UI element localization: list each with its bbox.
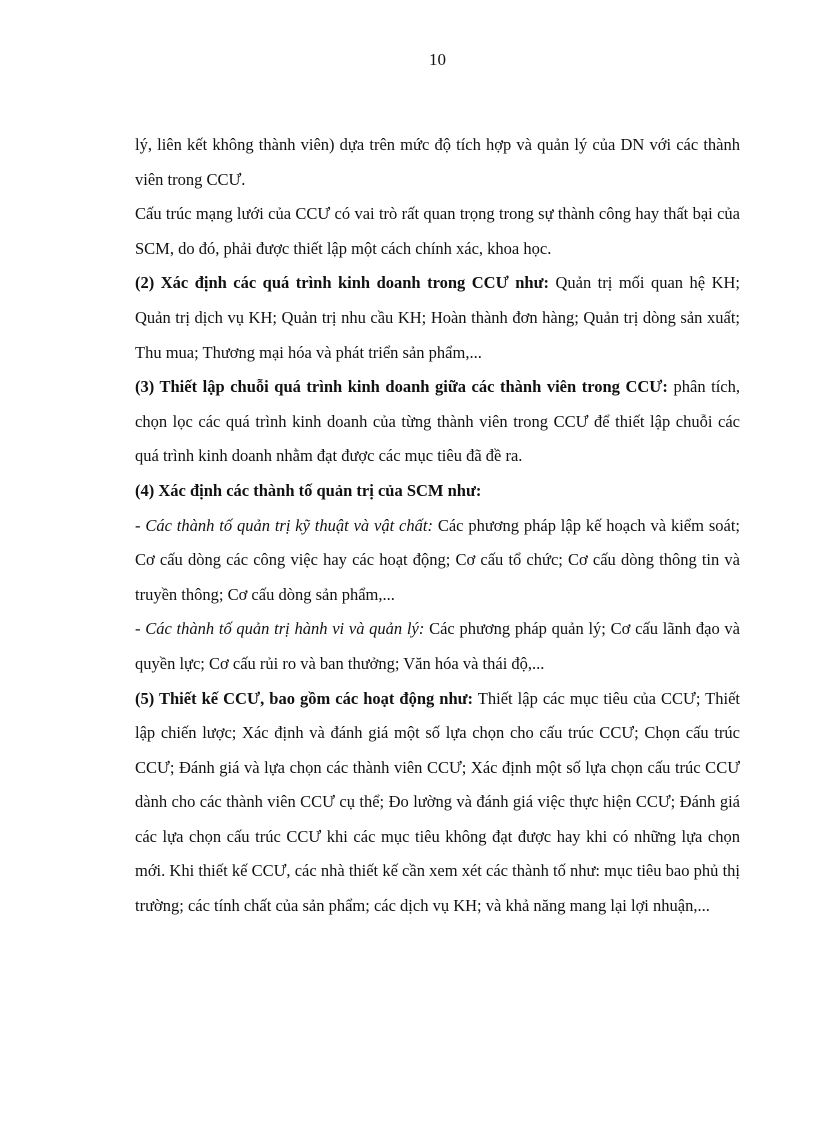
paragraph-5 [135,474,740,509]
paragraph-6 [135,509,740,613]
paragraph-text: Các phương pháp quản lý; Cơ cấu lãnh đạo và quyền lực; Cơ cấu rủi ro và ban thưởng; Văn hóa và thái độ,... [135,619,740,673]
paragraph-text: phân tích, chọn lọc các quá trình kinh doanh của từng thành viên trong CCƯ để thiết lập chuỗi các quá trình kinh doanh nhằm đạt được các mục tiêu đã đề ra. [135,377,740,466]
paragraph-text: lý, liên kết không thành viên) dựa trên mức độ tích hợp và quản lý của DN với các thành viên trong CCƯ. [135,135,740,189]
subsection-label-behavioral: - Các thành tố quản trị hành vi và quản lý: [135,619,425,639]
paragraph-text: Các phương pháp lập kế hoạch và kiểm soát; Cơ cấu dòng các công việc hay các hoạt động; Cơ cấu tổ chức; Cơ cấu dòng thông tin và truyền thông; Cơ cấu dòng sản phẩm,... [135,515,740,604]
document-body [135,128,740,924]
section-heading-5: (5) Thiết kế CCƯ, bao gồm các hoạt động như: [135,688,474,708]
paragraph-8 [135,682,740,924]
paragraph-text: Quản trị mối quan hệ KH; Quản trị dịch vụ KH; Quản trị nhu cầu KH; Hoàn thành đơn hàng; Quản trị dòng sản xuất; Thu mua; Thương mại hóa và phát triển sản phẩm,... [135,273,740,362]
page-number: 10 [429,50,446,69]
section-heading-4: (4) Xác định các thành tố quản trị của SCM như: [135,480,482,500]
paragraph-1 [135,128,740,197]
section-heading-2: (2) Xác định các quá trình kinh doanh trong CCƯ như: [135,273,549,293]
paragraph-7 [135,612,740,681]
paragraph-text: Cấu trúc mạng lưới của CCƯ có vai trò rất quan trọng trong sự thành công hay thất bại của SCM, do đó, phải được thiết lập một cách chính xác, khoa học. [135,204,740,258]
paragraph-3 [135,266,740,370]
paragraph-text: Thiết lập các mục tiêu của CCƯ; Thiết lập chiến lược; Xác định và đánh giá một số lựa chọn cho cấu trúc CCƯ; Chọn cấu trúc CCƯ; Đánh giá và lựa chọn các thành viên CCƯ; Xác định một số lựa chọn cấu trúc CCƯ dành cho các thành viên CCƯ cụ thể; Đo lường và đánh giá việc thực hiện CCƯ; Đánh giá các lựa chọn cấu trúc CCƯ khi các mục tiêu không đạt được hay khi có những lựa chọn mới. Khi thiết kế CCƯ, các nhà thiết kế cần xem xét các thành tố như: mục tiêu bao phủ thị trường; các tính chất của sản phẩm; các dịch vụ KH; và khả năng mang lại lợi nhuận,... [135,688,740,916]
subsection-label-technical: - Các thành tố quản trị kỹ thuật và vật chất: [135,515,433,535]
paragraph-4 [135,370,740,474]
section-heading-3: (3) Thiết lập chuỗi quá trình kinh doanh giữa các thành viên trong CCƯ: [135,377,668,397]
paragraph-2 [135,197,740,266]
